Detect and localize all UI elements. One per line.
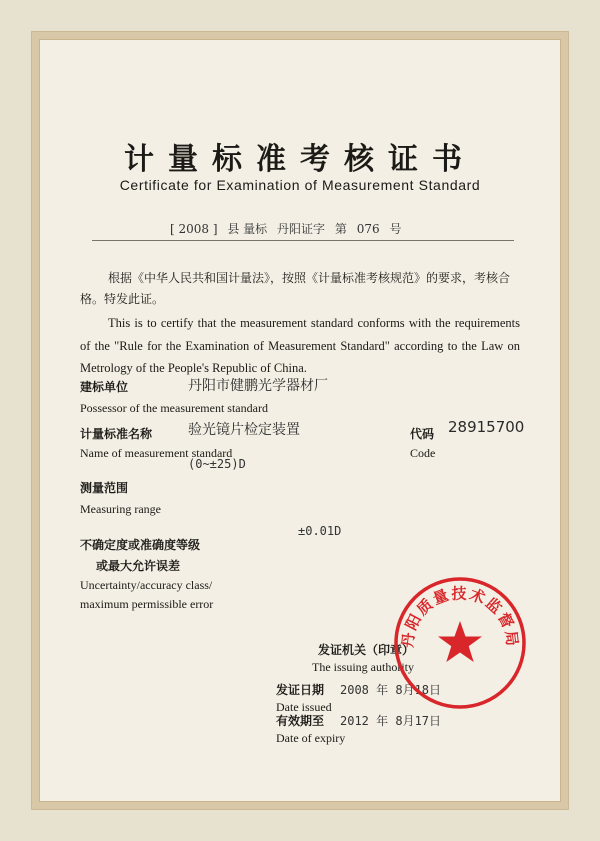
- uncertainty-value: ±0.01D: [298, 524, 342, 538]
- possessor-label-en: Possessor of the measurement standard: [80, 401, 268, 415]
- name-label-cn: 计量标准名称: [80, 427, 153, 441]
- expiry-label-cn: 有效期至: [276, 714, 325, 728]
- code-value: 28915700: [448, 418, 525, 436]
- uncertainty-label-en-1: Uncertainty/accuracy class/: [80, 578, 213, 592]
- statement-chinese: 根据《中华人民共和国计量法》，按照《计量标准考核规范》的要求，考核合格。特发此证。: [80, 271, 511, 306]
- cert-issuer: 丹阳证字: [277, 222, 326, 236]
- expiry-value: 2012 年 8月17日: [340, 714, 442, 728]
- range-label-en: Measuring range: [80, 502, 161, 516]
- uncertainty-label-cn-2: 或最大允许误差: [96, 559, 181, 573]
- range-label-cn: 测量范围: [80, 481, 129, 495]
- title-chinese: 计量标准考核证书: [124, 142, 476, 177]
- possessor-label-cn: 建标单位: [80, 380, 129, 394]
- code-label-cn: 代码: [410, 427, 435, 441]
- date-issued-label-en: Date issued: [276, 700, 332, 714]
- header-rule: [92, 240, 514, 241]
- cert-prefix: 县 量标: [227, 222, 268, 236]
- name-value: 验光镜片检定装置: [188, 422, 300, 438]
- date-issued-label-cn: 发证日期: [276, 683, 325, 697]
- certificate-number: [170, 220, 407, 237]
- uncertainty-label-en-2: maximum permissible error: [80, 597, 214, 611]
- authority-label-en: The issuing authority: [312, 660, 414, 674]
- statement-english: This is to certify that the measurement standard conforms with the requirements of the "Rule for the Examination of Measurement Standard" according to the Law on Metrology of the People's Republic of China.: [80, 316, 520, 375]
- cert-no-label: 第: [334, 222, 347, 236]
- seal-star-icon: [438, 621, 482, 662]
- possessor-value: 丹阳市健鹏光学器材厂: [188, 378, 328, 394]
- seal-text: 丹阳质量技术监督局: [398, 584, 522, 649]
- title-english: Certificate for Examination of Measurement Standard: [119, 177, 481, 193]
- uncertainty-label-cn-1: 不确定度或准确度等级: [80, 538, 201, 552]
- authority-label-cn: 发证机关（印章）: [318, 643, 415, 657]
- range-value: (0~±25)D: [188, 457, 246, 471]
- code-label-en: Code: [410, 446, 436, 460]
- cert-no-unit: 号: [389, 222, 402, 236]
- expiry-label-en: Date of expiry: [276, 731, 346, 745]
- cert-no-value: 076: [356, 222, 380, 236]
- cert-year: [ 2008 ]: [170, 222, 218, 236]
- official-seal: [392, 575, 528, 711]
- name-label-en: Name of measurement standard: [80, 446, 233, 460]
- date-issued-value: 2008 年 8月18日: [340, 683, 442, 697]
